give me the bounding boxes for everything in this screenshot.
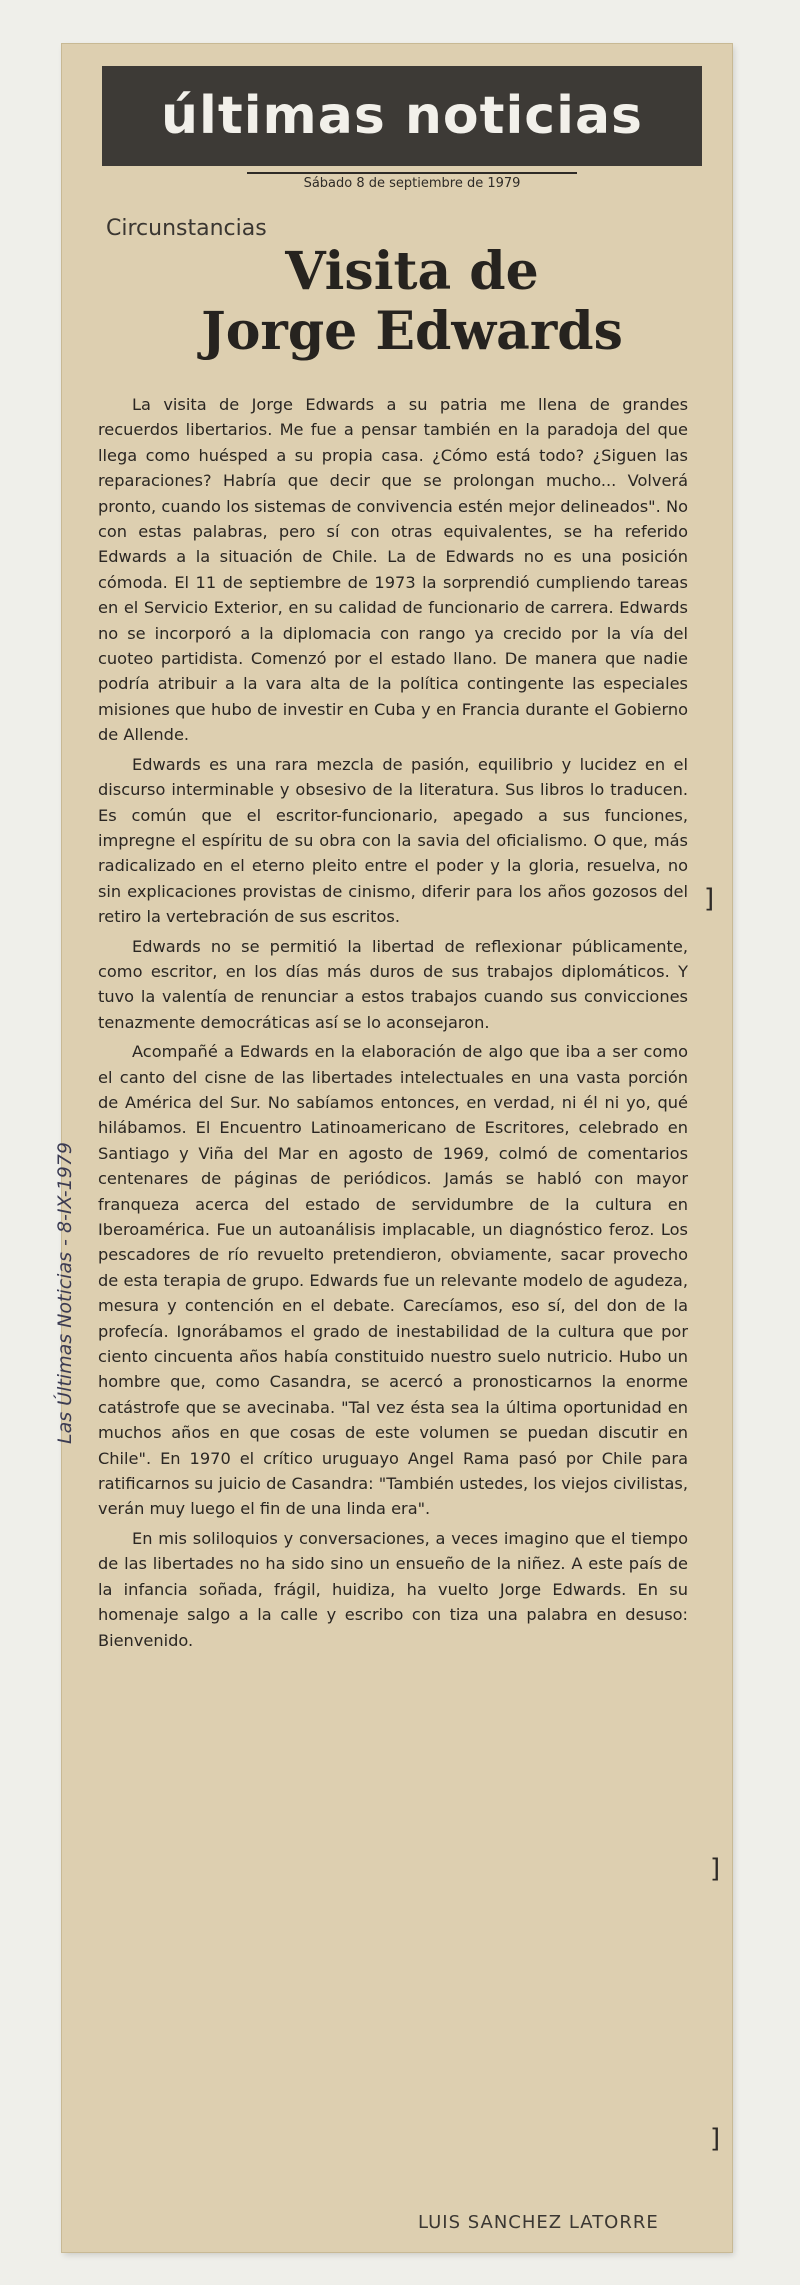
paragraph: Edwards no se permitió la libertad de reflexionar públicamente, como escritor, en los días más duros de sus trabajos diplomáticos. Y tuvo la valentía de renunciar a estos trabajos cuando sus convicciones tenazmente democráticas así se lo aconsejaron. bbox=[98, 936, 688, 1032]
margin-bracket-mark: ] bbox=[704, 884, 715, 914]
margin-bracket-mark: ] bbox=[710, 2124, 721, 2154]
article-title bbox=[112, 242, 712, 362]
newspaper-clipping bbox=[54, 44, 732, 2252]
title-line-1: Visita de bbox=[285, 241, 539, 302]
handwritten-annotation: Las Últimas Noticias - 8-IX-1979 bbox=[54, 1142, 76, 1444]
paragraph: Acompañé a Edwards en la elaboración de algo que iba a ser como el canto del cisne de las libertades intelectuales en una vasta porción de América del Sur. No sabíamos entonces, en verdad, ni él ni yo, qué hilábamos. El Encuentro Latinoamericano de Escritores, celebrado en Santiago y Viña del Mar en agosto de 1969, colmó de comentarios centenares de páginas de periódicos. Jamás se habló con mayor franqueza acerca del estado de servidumbre de la cultura en Iberoamérica. Fue un autoanálisis implacable, un diagnóstico feroz. Los pescadores de río revuelto pretendieron, obviamente, sacar provecho de esta terapia de grupo. Edwards fue un relevante modelo de agudeza, mesura y contención en el debate. Carecíamos, eso sí, del don de la profecía. Ignorábamos el grado de inestabilidad de la cultura que por ciento cincuenta años había constituido nuestro suelo nutricio. Hubo un hombre que, como Casandra, se acercó a pronosticarnos la enorme catástrofe que se avecinaba. "Tal vez ésta sea la última oportunidad en muchos años en que cosas de este volumen se puedan discutir en Chile". En 1970 el crítico uruguayo Angel Rama pasó por Chile para ratificarnos su juicio de Casandra: "También ustedes, los viejos civilistas, verán muy luego el fin de una linda era". bbox=[98, 1042, 688, 1519]
margin-bracket-mark: ] bbox=[710, 1854, 721, 1884]
section-label: Circunstancias bbox=[106, 216, 267, 241]
dateline: Sábado 8 de septiembre de 1979 bbox=[247, 172, 577, 191]
masthead: últimas noticias bbox=[102, 66, 702, 166]
paragraph: En mis soliloquios y conversaciones, a veces imagino que el tiempo de las libertades no ha sido sino un ensueño de la niñez. A este país de la infancia soñada, frágil, huidiza, ha vuelto Jorge Edwards. En su homenaje salgo a la calle y escribo con tiza una palabra en desuso: Bienvenido. bbox=[98, 1528, 688, 1650]
article-body bbox=[98, 392, 688, 1657]
title-line-2: Jorge Edwards bbox=[201, 301, 623, 362]
paragraph: Edwards es una rara mezcla de pasión, equilibrio y lucidez en el discurso interminable y obsesivo de la literatura. Sus libros lo traducen. Es común que el escritor-funcionario, apegado a sus funciones, impregne el espíritu de su obra con la savia del oficialismo. O que, más radicalizado en el eterno pleito entre el poder y la gloria, resuelva, no sin explicaciones provistas de cinismo, diferir para los años gozosos del retiro la vertebración de sus escritos. bbox=[98, 754, 688, 927]
author-signature: LUIS SANCHEZ LATORRE bbox=[418, 2212, 659, 2233]
paragraph: La visita de Jorge Edwards a su patria me llena de grandes recuerdos libertarios. Me fue a pensar también en la paradoja del que llega como huésped a su propia casa. ¿Cómo está todo? ¿Siguen las reparaciones? Habría que decir que se prolongan mucho... Volverá pronto, cuando los sistemas de convivencia estén mejor delineados". No con estas palabras, pero sí con otras equivalentes, se ha referido Edwards a la situación de Chile. La de Edwards no es una posición cómoda. El 11 de septiembre de 1973 la sorprendió cumpliendo tareas en el Servicio Exterior, en su calidad de funcionario de carrera. Edwards no se incorporó a la diplomacia con rango ya crecido por la vía del cuoteo partidista. Comenzó por el estado llano. De manera que nadie podría atribuir a la vara alta de la política contingente las especiales misiones que hubo de investir en Cuba y en Francia durante el Gobierno de Allende. bbox=[98, 395, 688, 745]
